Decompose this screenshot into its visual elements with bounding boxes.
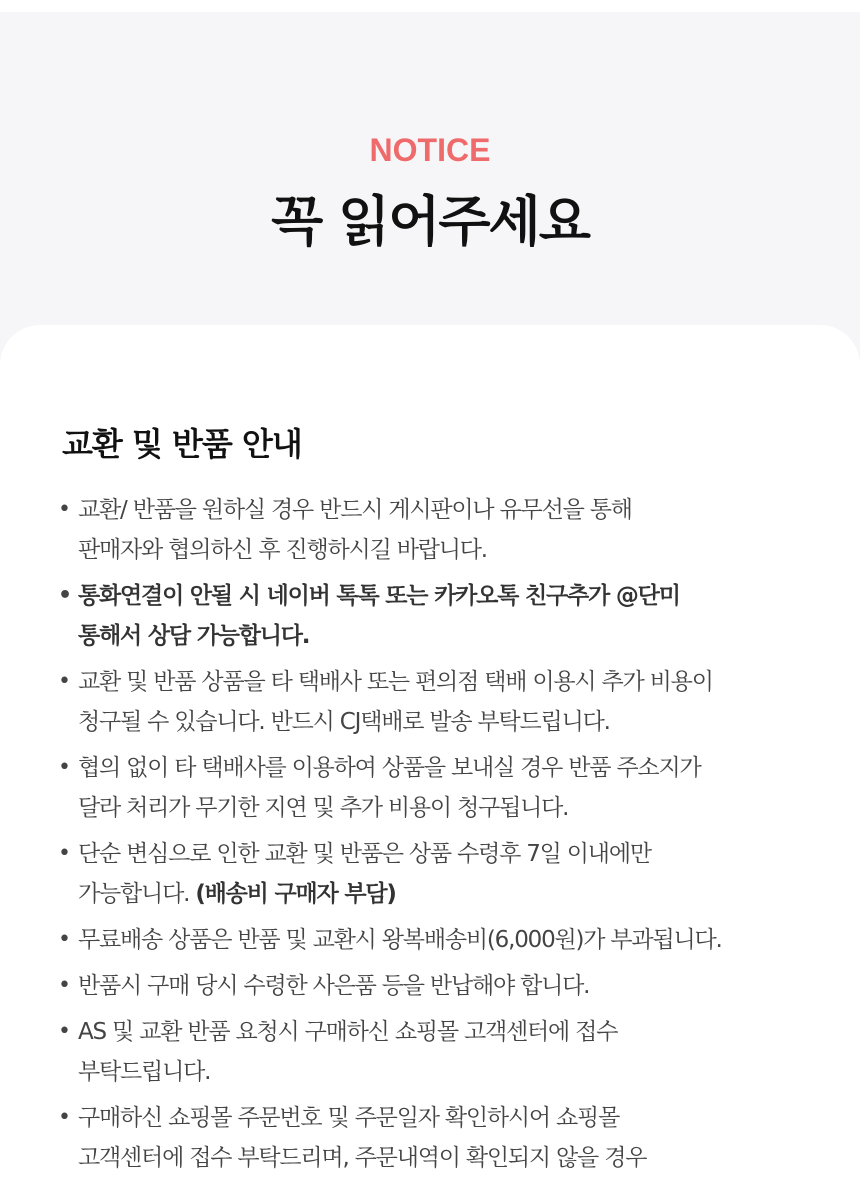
list-item: [58, 1012, 848, 1092]
notice-text: AS 및 교환 반품 요청시 구매하신 쇼핑몰 고객센터에 접수: [78, 1019, 618, 1045]
notice-text: 달라 처리가 무기한 지연 및 추가 비용이 청구됩니다.: [78, 795, 569, 821]
notice-label: NOTICE: [369, 132, 491, 168]
list-item: [58, 966, 848, 1006]
notice-text: 단순 변심으로 인한 교환 및 반품은 상품 수령후 7일 이내에만: [78, 841, 651, 867]
notice-text: 무료배송 상품은 반품 및 교환시 왕복배송비(6,000원)가 부과됩니다.: [78, 927, 722, 953]
bullet-icon: •: [58, 927, 70, 952]
notice-text: 협의 없이 타 택배사를 이용하여 상품을 보내실 경우 반품 주소지가: [78, 755, 701, 781]
notice-list: [58, 490, 848, 1184]
bullet-icon: •: [58, 841, 70, 866]
page-title: 꼭 읽어주세요: [271, 190, 589, 253]
notice-text: 청구될 수 있습니다. 반드시 CJ택배로 발송 부탁드립니다.: [78, 709, 610, 735]
notice-text: 고객센터에 접수 부탁드리며, 주문내역이 확인되지 않을 경우: [78, 1145, 647, 1171]
list-item: [58, 1098, 848, 1178]
bullet-icon: •: [58, 973, 70, 998]
bullet-icon: •: [58, 1105, 70, 1130]
bullet-icon: •: [58, 669, 70, 694]
top-divider: [0, 0, 860, 12]
notice-text: 통해서 상담 가능합니다.: [78, 623, 310, 649]
shipping-fee-note: (배송비 구매자 부담): [195, 881, 396, 907]
list-item: [58, 748, 848, 828]
list-item: [58, 662, 848, 742]
list-item-highlight: [58, 576, 848, 656]
notice-text: 판매자와 협의하신 후 진행하시길 바랍니다.: [78, 537, 487, 563]
notice-text: 통화연결이 안될 시 네이버 톡톡 또는 카카오톡 친구추가 @단미: [78, 583, 680, 609]
list-item: [58, 834, 848, 914]
list-item: [58, 920, 848, 960]
bullet-icon: •: [58, 583, 71, 608]
list-item: [58, 490, 848, 570]
notice-text: 반품시 구매 당시 수령한 사은품 등을 반납해야 합니다.: [78, 973, 590, 999]
notice-text: 부탁드립니다.: [78, 1059, 211, 1085]
notice-text: 교환 및 반품 상품을 타 택배사 또는 편의점 택배 이용시 추가 비용이: [78, 669, 713, 695]
notice-text: 교환/ 반품을 원하실 경우 반드시 게시판이나 유무선을 통해: [78, 497, 632, 523]
bullet-icon: •: [58, 1019, 70, 1044]
bullet-icon: •: [58, 497, 70, 522]
bullet-icon: •: [58, 755, 70, 780]
section-title: 교환 및 반품 안내: [62, 425, 302, 463]
notice-text: 가능합니다.: [78, 881, 190, 907]
notice-text: 구매하신 쇼핑몰 주문번호 및 주문일자 확인하시어 쇼핑몰: [78, 1105, 620, 1131]
